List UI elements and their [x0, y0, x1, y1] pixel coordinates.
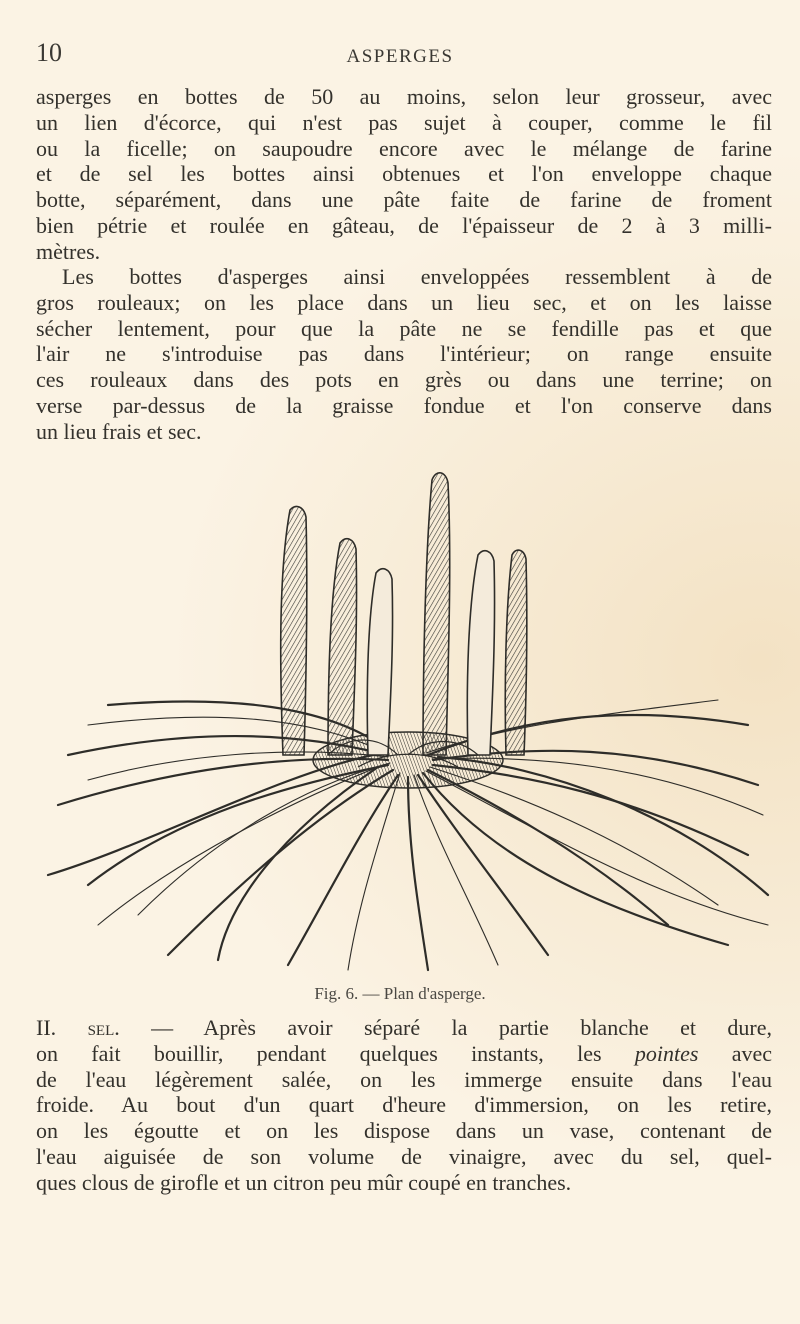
text-line: l'air ne s'introduise pas dans l'intérieur; on range ensuite: [36, 341, 772, 367]
text-run: avec: [731, 1040, 772, 1066]
paragraph-2: [36, 264, 772, 445]
paragraph-3: [36, 1015, 772, 1196]
text-line: verse par-dessus de la graisse fondue et l'on conserve dans: [36, 392, 772, 418]
spear: [328, 539, 357, 755]
text-line: ou la ficelle; on saupoudre encore avec le mélange de farine: [36, 135, 772, 161]
text-line: un lien d'écorce, qui n'est pas sujet à couper, comme le fil: [36, 109, 772, 135]
text-line: [36, 1015, 772, 1041]
text-line: on les égoutte et on les dispose dans un vase, contenant de: [36, 1118, 772, 1144]
section-title: sel.: [87, 1015, 120, 1040]
text-line: mètres.: [36, 238, 101, 264]
text-line: un lieu frais et sec.: [36, 418, 202, 444]
spear: [423, 473, 450, 755]
running-head: ASPERGES: [346, 46, 454, 67]
section-number: II.: [36, 1015, 57, 1040]
text-line: [36, 1041, 772, 1067]
text-line: bien pétrie et roulée en gâteau, de l'épaisseur de 2 à 3 milli-: [36, 212, 772, 238]
text-line: ces rouleaux dans des pots en grès ou dans une terrine; on: [36, 367, 772, 393]
page-number: 10: [36, 38, 62, 67]
asparagus-engraving: [28, 455, 772, 980]
paragraph-1: [36, 84, 772, 265]
text-line: ques clous de girofle et un citron peu mûr coupé en tranches.: [36, 1169, 572, 1195]
spear: [505, 550, 527, 755]
text-line: asperges en bottes de 50 au moins, selon leur grosseur, avec: [36, 84, 772, 109]
text-line: froide. Au bout d'un quart d'heure d'immersion, on les retire,: [36, 1092, 772, 1118]
page-header: [36, 38, 764, 78]
text-line: gros rouleaux; on les place dans un lieu sec, et on les laisse: [36, 289, 772, 315]
spear: [281, 506, 307, 755]
text-line: sécher lentement, pour que la pâte ne se fendille pas et que: [36, 315, 772, 341]
text-run: — Après avoir séparé la partie blanche et dure,: [151, 1015, 772, 1040]
asparagus-illustration: [28, 455, 772, 980]
spears: [281, 473, 527, 755]
emphasis: pointes: [634, 1040, 699, 1066]
figure-caption: Fig. 6. — Plan d'asperge.: [314, 984, 486, 1003]
text-line: Les bottes d'asperges ainsi enveloppées ressemblent à de: [62, 264, 772, 289]
text-line: et de sel les bottes ainsi obtenues et l'on enveloppe chaque: [36, 161, 772, 187]
text-line: botte, séparément, dans une pâte faite de farine de froment: [36, 187, 772, 213]
text-line: l'eau aiguisée de son volume de vinaigre, avec du sel, quel-: [36, 1143, 772, 1169]
spear: [467, 551, 494, 755]
text-run: on fait bouillir, pendant quelques instants, les: [36, 1040, 602, 1066]
text-line: de l'eau légèrement salée, on les immerge ensuite dans l'eau: [36, 1066, 772, 1092]
spear: [367, 569, 392, 755]
